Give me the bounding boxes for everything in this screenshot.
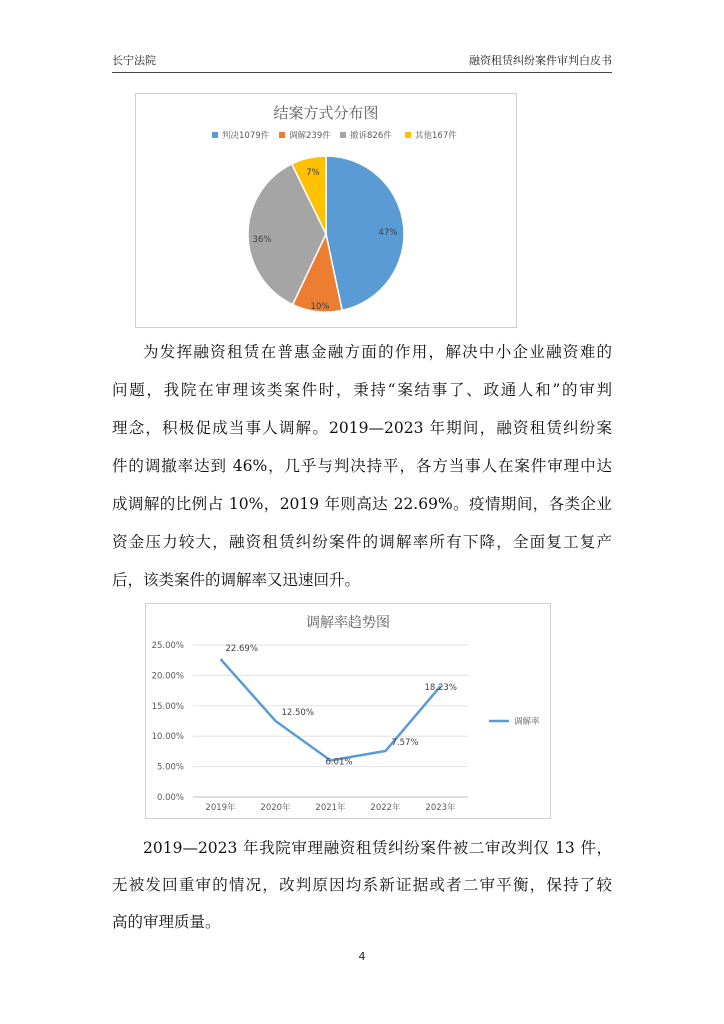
data-label: 22.69% <box>225 644 258 655</box>
slice-label-judgment: 47% <box>378 228 398 238</box>
paragraph-line: 成调解的比例占 10%，2019 年则高达 22.69%。疫情期间，各类企业 <box>112 495 612 513</box>
pie-chart-frame <box>135 93 517 328</box>
legend-mediation-rate: 调解率 <box>514 717 540 727</box>
legend-swatch-withdrawal <box>340 132 346 138</box>
y-tick-label: 10.00% <box>151 732 184 743</box>
pie-chart <box>136 94 516 327</box>
paragraph-line: 2019—2023 年我院审理融资租赁纠纷案件被二审改判仅 13 件， <box>143 839 612 857</box>
paragraph-line: 件的调撤率达到 46%，几乎与判决持平，各方当事人在案件审理中达 <box>112 457 612 475</box>
y-tick-label: 25.00% <box>151 641 184 651</box>
header-document-title: 融资租赁纠纷案件审判白皮书 <box>469 54 612 67</box>
paragraph-line: 资金压力较大，融资租赁纠纷案件的调解率所有下降，全面复工复产 <box>112 533 612 551</box>
y-tick-label: 5.00% <box>156 762 184 773</box>
line-chart-frame <box>145 603 551 819</box>
x-tick-label: 2020年 <box>260 803 291 813</box>
slice-label-withdrawal: 36% <box>252 235 272 245</box>
paragraph-mediation <box>112 340 612 600</box>
page-number: 4 <box>358 950 366 963</box>
line-chart-x-axis <box>205 802 456 813</box>
paragraph-line: 高的审理质量。 <box>112 913 221 931</box>
x-tick-label: 2019年 <box>205 803 236 813</box>
line-chart-title: 调解率趋势图 <box>306 615 390 631</box>
y-tick-label: 0.00% <box>156 793 184 803</box>
data-label: 6.01% <box>325 757 353 768</box>
line-chart-y-axis <box>152 641 184 803</box>
paragraph-line: 问题，我院在审理该类案件时，秉持“案结事了、政通人和”的审判 <box>112 381 612 399</box>
paragraph-line: 无被发回重审的情况，改判原因均系新证据或者二审平衡，保持了较 <box>112 876 612 894</box>
y-tick-label: 15.00% <box>151 701 184 712</box>
pie-legend <box>212 130 457 141</box>
legend-withdrawal: 撤诉826件 <box>350 131 392 141</box>
legend-swatch-judgment <box>212 132 218 138</box>
legend-swatch-other <box>405 132 411 138</box>
data-label: 7.57% <box>391 737 419 748</box>
x-tick-label: 2022年 <box>370 803 401 813</box>
slice-label-mediation: 10% <box>310 302 330 312</box>
paragraph-line: 为发挥融资租赁在普惠金融方面的作用，解决中小企业融资难的 <box>143 343 612 361</box>
legend-other: 其他167件 <box>415 131 457 141</box>
x-tick-label: 2023年 <box>425 803 456 813</box>
paragraph-appeal <box>112 836 612 946</box>
legend-swatch-mediation <box>279 132 285 138</box>
line-chart-gridlines <box>193 645 468 797</box>
paragraph-line: 理念，积极促成当事人调解。2019—2023 年期间，融资租赁纠纷案 <box>112 419 612 437</box>
x-tick-label: 2021年 <box>315 803 346 813</box>
data-label: 18.23% <box>424 683 457 694</box>
y-tick-label: 20.00% <box>151 671 184 682</box>
legend-mediation: 调解239件 <box>289 131 331 141</box>
page-header <box>112 50 612 73</box>
data-label: 12.50% <box>281 708 314 718</box>
header-court-name: 长宁法院 <box>112 54 156 67</box>
pie-chart-title: 结案方式分布图 <box>273 104 379 122</box>
paragraph-line: 后，该类案件的调解率又迅速回升。 <box>112 571 361 589</box>
slice-label-other: 7% <box>306 168 320 178</box>
line-chart <box>146 604 550 818</box>
legend-judgment: 判决1079件 <box>222 131 270 141</box>
